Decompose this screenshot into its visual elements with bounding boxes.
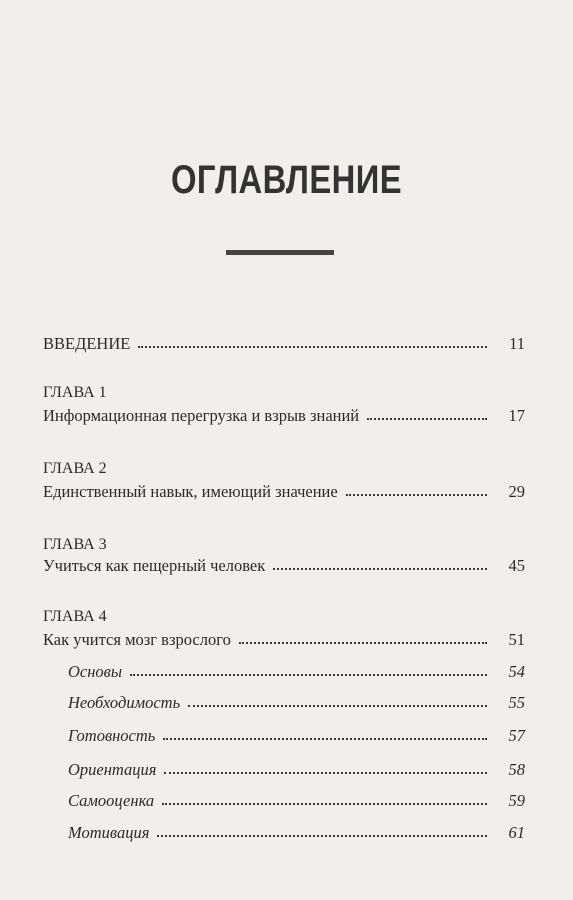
toc-entry-title: Ориентация (68, 760, 157, 779)
dot-leader (346, 494, 487, 496)
toc-entry-chapter-1 (43, 406, 525, 426)
toc-subentry (68, 791, 525, 811)
toc-subentry (68, 823, 525, 843)
toc-page-number: 45 (508, 556, 525, 575)
toc-entry-title: Единственный навык, имеющий значение (43, 482, 338, 501)
toc-subentry (68, 726, 525, 746)
dot-leader (239, 642, 487, 644)
toc-subentry (68, 662, 525, 682)
dot-leader (164, 772, 487, 774)
toc-page-number: 57 (508, 726, 525, 745)
toc-entry-title: Готовность (68, 726, 156, 745)
dot-leader (367, 418, 487, 420)
toc-entry-title: Основы (68, 662, 123, 681)
toc-subentry (68, 760, 525, 780)
toc-entry-title: Самооценка (68, 791, 155, 810)
dot-leader (162, 803, 487, 805)
toc-page-number: 58 (508, 760, 525, 779)
toc-page-number: 55 (508, 693, 525, 712)
toc-page-number: 29 (508, 482, 525, 501)
chapter-heading: ГЛАВА 4 (43, 608, 107, 625)
toc-page-number: 59 (508, 791, 525, 810)
toc-page-number: 17 (508, 406, 525, 425)
page-title: ОГЛАВЛЕНИЕ (170, 158, 402, 202)
dot-leader (157, 835, 487, 837)
dot-leader (138, 346, 487, 348)
toc-entry-title: Информационная перегрузка и взрыв знаний (43, 406, 360, 425)
chapter-heading: ГЛАВА 3 (43, 536, 107, 553)
toc-entry-title: Учиться как пещерный человек (43, 556, 266, 575)
toc-entry-title: ВВЕДЕНИЕ (43, 334, 131, 353)
toc-entry-title: Мотивация (68, 823, 150, 842)
toc-subentry (68, 693, 525, 713)
dot-leader (130, 674, 487, 676)
chapter-heading: ГЛАВА 2 (43, 460, 107, 477)
toc-page-number: 51 (508, 630, 525, 649)
toc-entry-introduction (43, 334, 525, 354)
toc-entry-chapter-3 (43, 556, 525, 576)
dot-leader (188, 705, 487, 707)
toc-entry-title: Необходимость (68, 693, 181, 712)
toc-page-number: 61 (508, 823, 525, 842)
toc-entry-chapter-4 (43, 630, 525, 650)
dot-leader (163, 738, 487, 740)
dot-leader (273, 568, 487, 570)
toc-page-number: 11 (509, 334, 525, 353)
toc-entry-title: Как учится мозг взрослого (43, 630, 231, 649)
toc-entry-chapter-2 (43, 482, 525, 502)
toc-page-number: 54 (508, 662, 525, 681)
chapter-heading: ГЛАВА 1 (43, 384, 107, 401)
